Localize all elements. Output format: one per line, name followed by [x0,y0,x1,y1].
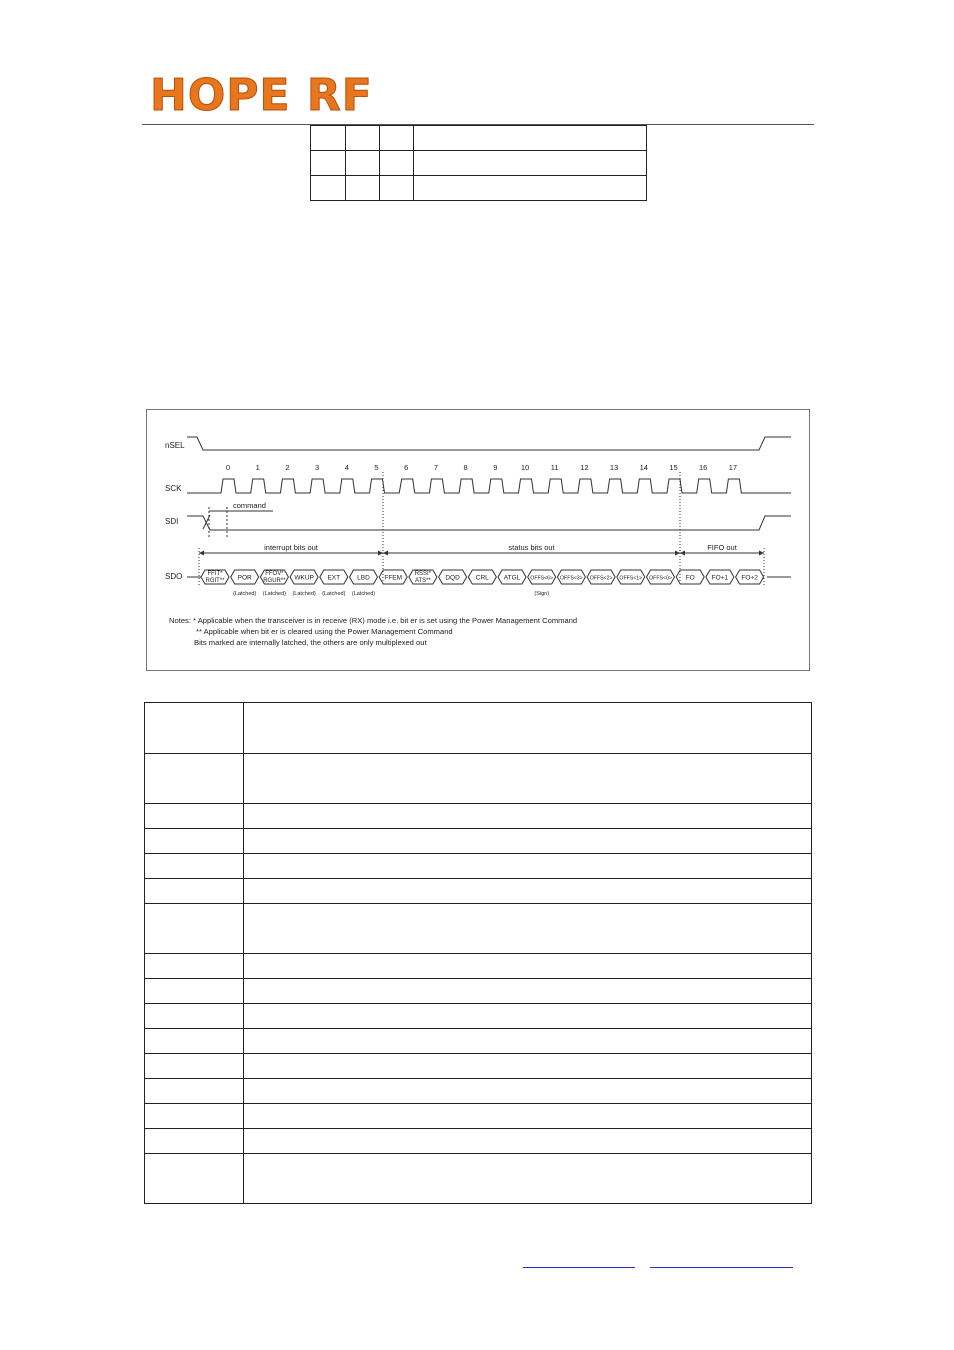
clock-number: 2 [285,463,290,472]
section-label: interrupt bits out [264,543,318,552]
section-label: FIFO out [707,543,737,552]
table-row [145,1004,812,1029]
clock-number: 7 [433,463,438,472]
status-bit-table [144,702,812,1204]
sdo-bit-label: WKUP [294,574,314,582]
table-row [145,754,812,804]
table-row [145,703,812,754]
signal-label-sck: SCK [165,484,182,493]
table-row [145,1054,812,1079]
table-row [311,126,647,151]
sdo-bit-label: CRL [475,574,489,582]
sdo-sub-label: (Sign) [534,591,550,597]
footer-link-2[interactable] [650,1267,793,1268]
sdo-bit-label: FO+2 [741,574,758,582]
sdo-bit-label: RGIT** [205,578,225,584]
arrow-head [759,551,764,556]
table-row [145,979,812,1004]
note-line: Notes: * Applicable when the transceiver is in receive (RX) mode i.e. bit er is set using the Power Management Command [169,616,578,625]
clock-number: 12 [580,463,589,472]
sdo-bit-label: OFFS<6> [530,575,554,582]
signal-label-nsel: nSEL [165,441,185,450]
sdo-bit-label: LBD [357,574,370,582]
clock-number: 0 [225,463,231,472]
table-row [145,1104,812,1129]
arrow-head [199,551,204,556]
table-row [311,176,647,201]
section-label: status bits out [508,543,555,552]
sdo-sub-label: (Latched) [262,591,287,597]
sdo-bit-label: POR [237,574,252,582]
table-row [311,151,647,176]
arrow-head [675,551,680,556]
arrow-head [383,551,388,556]
sdo-bit-label: OFFS<2> [589,575,613,582]
sdo-bit-label: FO [685,574,695,582]
command-label: command [233,501,266,510]
clock-number: 15 [669,463,678,472]
bit-table [310,125,647,201]
sdo-bit-label: FO+1 [711,574,729,582]
sck-waveform [187,479,791,493]
clock-number: 6 [404,463,409,472]
clock-number: 14 [639,463,648,472]
table-row [145,1029,812,1054]
table-row [145,829,812,854]
sdo-bit-label: OFFS<3> [560,575,583,582]
signal-label-sdo: SDO [165,572,183,581]
clock-number: 5 [374,463,379,472]
nsel-waveform [187,437,791,450]
sdo-sub-label: (Latched) [233,591,257,597]
clock-number: 10 [520,463,530,472]
sdo-bit-label: FFIT* [207,571,223,577]
note-line: ** Applicable when bit er is cleared using the Power Management Command [196,627,453,636]
clock-number: 9 [493,463,498,472]
sdo-bit-label: DQD [445,574,460,582]
clock-number: 8 [463,463,468,472]
signal-label-sdi: SDI [165,517,179,526]
sdo-bit-label: ATGL [503,574,521,582]
sdo-sub-label: (Latched) [351,591,376,597]
sdi-waveform [187,516,791,530]
timing-diagram [146,409,810,671]
clock-number: 3 [315,463,320,472]
clock-number: 16 [699,463,708,472]
clock-number: 11 [550,463,559,472]
hope-rf-logo: HOPE RF [150,70,373,121]
arrow-head [378,551,383,556]
table-row [145,1154,812,1204]
footer-link-1[interactable] [523,1267,635,1268]
table-row [145,904,812,954]
clock-number: 4 [344,463,349,472]
sdo-bit-label: FFEM [384,574,403,582]
table-row [145,1079,812,1104]
clock-number: 1 [255,463,260,472]
sdo-bit-label: OFFS<1> [619,575,643,582]
sdo-bit-label: RSSI* [414,571,432,577]
sdo-bit-label: FFOV* [265,571,284,577]
timing-diagram-svg [147,410,809,670]
table-row [145,954,812,979]
arrow-head [680,551,685,556]
table-row [145,804,812,829]
note-line: Bits marked are internally latched, the others are only multiplexed out [194,638,427,647]
sdo-bit-label: OFFS<0> [649,575,672,582]
table-row [145,1129,812,1154]
table-row [145,879,812,904]
sdo-sub-label: (Latched) [292,591,316,597]
clock-number: 13 [609,463,619,472]
sdo-sub-label: (Latched) [322,591,346,597]
sdo-bit-label: RGUR** [263,578,286,584]
table-row [145,854,812,879]
clock-number: 17 [728,463,738,472]
sdo-bit-label: EXT [327,574,341,582]
sdo-bit-label: ATS** [414,578,431,584]
